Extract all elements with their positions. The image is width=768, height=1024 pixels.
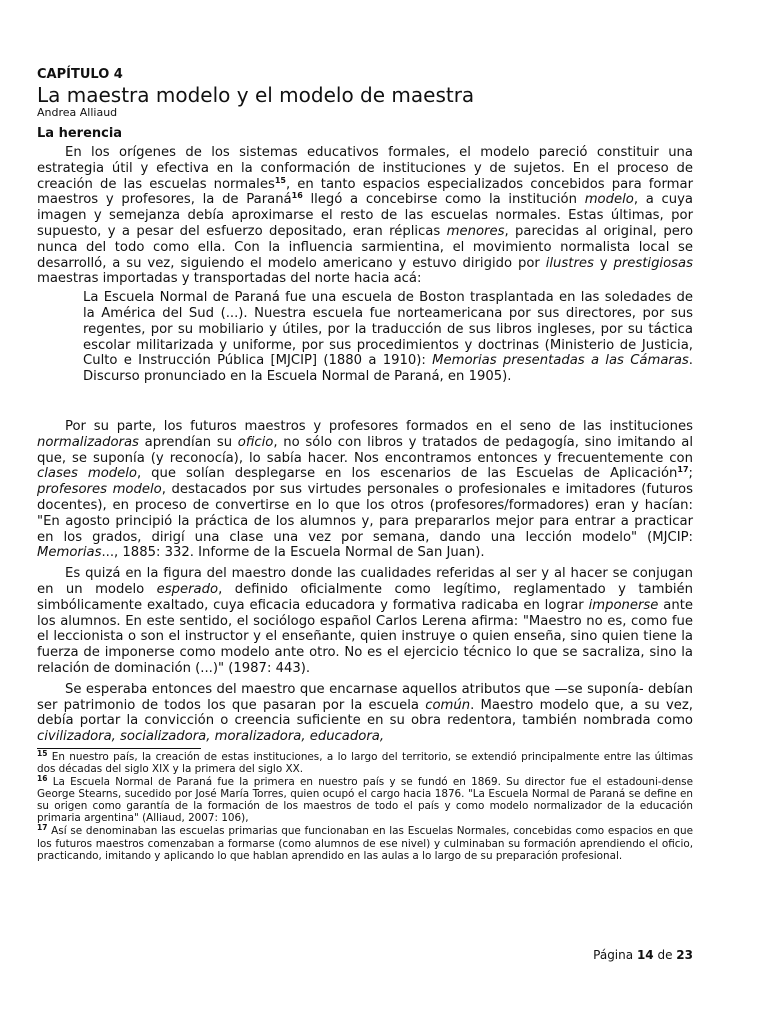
footnote-ref-16[interactable]: 16 [291,191,303,201]
paragraph-1: En los orígenes de los sistemas educativos formales, el modelo pareció constituir una estrategia útil y efectiva en la conformación de instituciones y de sujetos. En el proceso de creación de las escuelas normales$^{15}$, en tanto espacios especializados concebidos para formar maestros y profesores, la de Paraná$^{16}$ llegó a concebirse como la institución modelo, a cuya imagen y semejanza debía aproximarse el resto de las escuelas normales. Estas últimas, por supuesto, y a pesar del esfuerzo depositado, eran réplicas menores, parecidas al original, pero nunca del todo como ella. Con la influencia sarmientina, el movimiento normalista local se desarrolló, a su vez, siguiendo el modelo americano y estuvo dirigido por ilustres y prestigiosas maestras importadas y transportadas del norte hacia acá: [37,145,694,287]
footnote-15: $^{15}$ En nuestro país, la creación de estas instituciones, a lo largo del territorio, se extendió principalmente entre las últimas dos décadas del siglo XIX y la primera del siglo XX. [37,748,693,775]
document-page [37,66,693,863]
author-name: Andrea Alliaud [37,106,118,119]
chapter-title: La maestra modelo y el modelo de maestra [37,83,475,107]
page-number: Página 14 de 23 [593,948,693,962]
footnote-17: $^{17}$ Así se denominaban las escuelas primarias que funcionaban en las Escuelas Normales, concebidas como espacios en que los futuros maestros comenzaban a formarse (como alumnos de ese nivel) y culminaban su formación aprendiendo el oficio, practicando, imitando y aplicando lo que hablan aprendido en las aulas a lo largo de su preparación profesional. [37,823,693,862]
footnote-ref-17[interactable]: 17 [677,465,689,475]
chapter-label: CAPÍTULO 4 [37,67,123,82]
block-quote: La Escuela Normal de Paraná fue una escuela de Boston trasplantada en las soledades de la América del Sud (...). Nuestra escuela fue norteamericana por sus directores, por sus regentes, por su mobiliario y útiles, por la traducción de sus libros ingleses, por su táctica escolar militarizada y uniforme, por sus procedimientos y doctrinas (Ministerio de Justicia, Culto e Instrucción Pública [MJCIP] (1880 a 1910): Memorias presentadas a las Cámaras. Discurso pronunciado en la Escuela Normal de Paraná, en 1905). [83,290,693,385]
footnote-ref-15[interactable]: 15 [274,175,286,185]
paragraph-4: Se esperaba entonces del maestro que encarnase aquellos atributos que —se suponía- debían ser patrimonio de todos los que pasaran por la escuela común. Maestro modelo que, a su vez, debía portar la convicción o creencia suficiente en su obra redentora, también nombrada como civilizadora, socializadora, moralizadora, educadora, [37,681,693,745]
paragraph-3: Es quizá en la figura del maestro donde las cualidades referidas al ser y al hacer se conjugan en un modelo esperado, definido oficialmente como legítimo, reglamentado y también simbólicamente exaltado, cuya eficacia educadora y formativa radicaba en lograr imponerse ante los alumnos. En este sentido, el sociólogo español Carlos Lerena afirma: "Maestro no es, como fue el leccionista o son el instructor y el enseñante, quien instruye o quien enseña, sino quien tiene la fuerza de imponerse como modelo ante otro. No es el ejercicio técnico lo que se sacraliza, sino la relación de dominación (...)" (1987: 443). [37,566,693,676]
footnote-divider [37,748,201,749]
paragraph-2: Por su parte, los futuros maestros y profesores formados en el seno de las instituciones normalizadoras aprendían su oficio, no sólo con libros y tratados de pedagogía, sino imitando al que, se suponía (y reconocía), lo sabía hacer. Nos encontramos entonces y frecuentemente con clases modelo, que solían desplegarse en los escenarios de las Escuelas de Aplicación$^{17}$; profesores modelo, destacados por sus virtudes personales o profesionales e imitadores (futuros docentes), en proceso de convertirse en lo que los otros (profesores/formadores) eran y hacían: "En agosto principió la práctica de los alumnos y, para prepararlos mejor para entrar a practicar en los grados, dirigí una clase una vez por semana, dando una lección modelo" (MJCIP: Memorias..., 1885: 332. Informe de la Escuela Normal de San Juan). [37,418,693,561]
section-title: La herencia [37,126,123,141]
footnote-16: $^{16}$ La Escuela Normal de Paraná fue la primera en nuestro país y se fundó en 1869. Su director fue el estadouni-dense George Stearns, sucedido por José María Torres, quien ocupó el cargo hacia 1876. "La Escuela Normal de Paraná se define en su origen como garantía de la formación de los maestros de todo el país y como modelo normalizador de la educación primaria argentina" (Alliaud, 2007: 106), [37,774,693,825]
